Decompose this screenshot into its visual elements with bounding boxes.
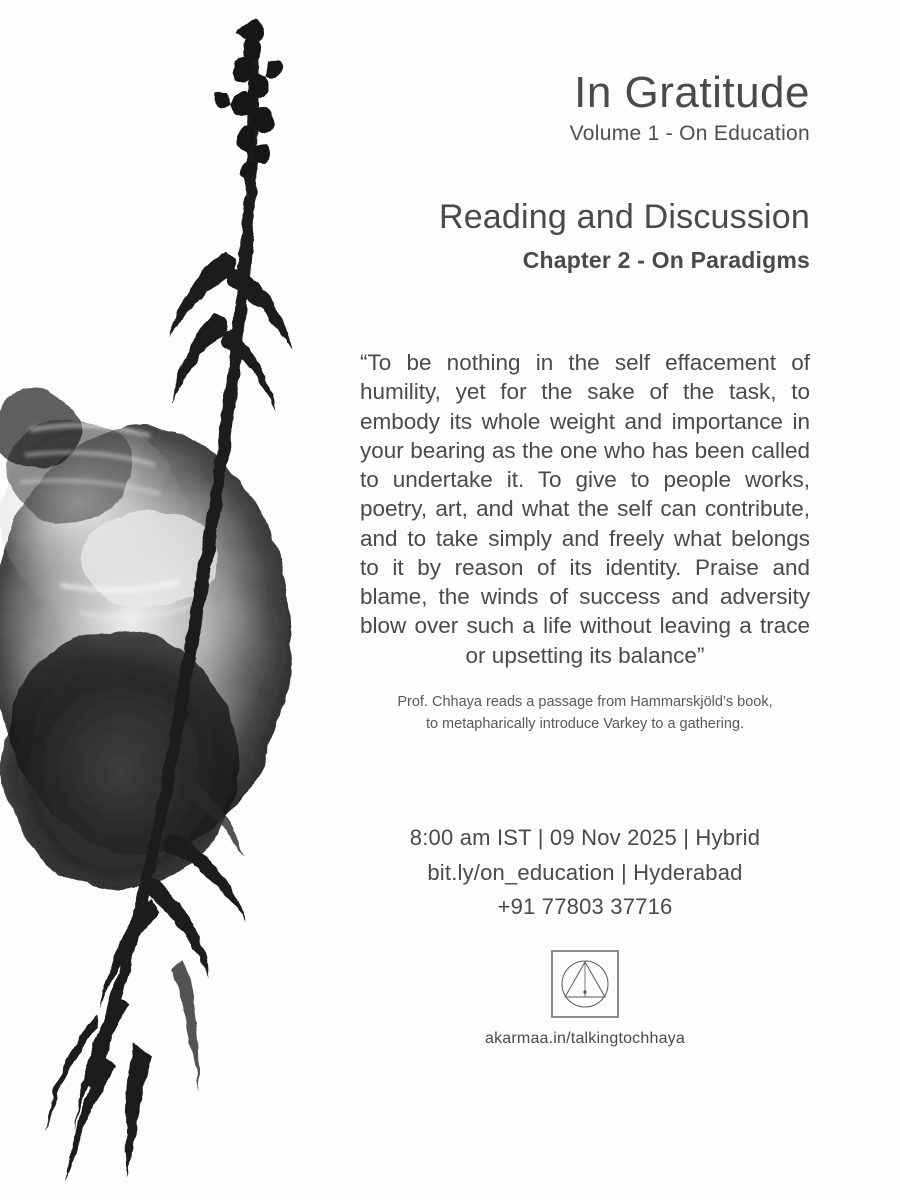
event-datetime: 8:00 am IST | 09 Nov 2025 | Hybrid bbox=[409, 825, 761, 851]
content-panel bbox=[340, 0, 900, 1200]
website-link[interactable]: akarmaa.in/talkingtochhaya bbox=[485, 1029, 685, 1047]
page-title: In Gratitude bbox=[574, 68, 810, 117]
artwork-panel bbox=[0, 0, 340, 1200]
session-title: Reading and Discussion bbox=[438, 198, 810, 237]
quote-text: “To be nothing in the self effacement of humility, yet for the sake of the task, to embody its whole weight and importance in your bearing as the one who has been called to undertake it. To give to people works, poetry, art, and what the self can contribute, and to take simply and freely what belongs to it by reason of its identity. Praise and blame, the winds of success and adversity blow over such a life without leaving a trace or upsetting its balance” bbox=[360, 350, 810, 668]
title-block bbox=[360, 70, 810, 274]
contact-phone: +91 77803 37716 bbox=[497, 893, 673, 919]
akarmaa-triangle-circle-logo bbox=[551, 950, 619, 1018]
attribution-line-1: Prof. Chhaya reads a passage from Hammarskjöld’s book, bbox=[397, 693, 773, 710]
event-details bbox=[360, 821, 810, 923]
logo-container bbox=[360, 950, 810, 1018]
event-location: bit.ly/on_education | Hyderabad bbox=[427, 859, 743, 885]
chapter-title: Chapter 2 - On Paradigms bbox=[522, 247, 810, 274]
volume-subtitle: Volume 1 - On Education bbox=[569, 122, 810, 146]
ink-brush-plant-painting bbox=[0, 0, 340, 1200]
attribution-line-2: to metapharically introduce Varkey to a gathering. bbox=[425, 715, 745, 732]
quote-attribution bbox=[360, 692, 810, 736]
